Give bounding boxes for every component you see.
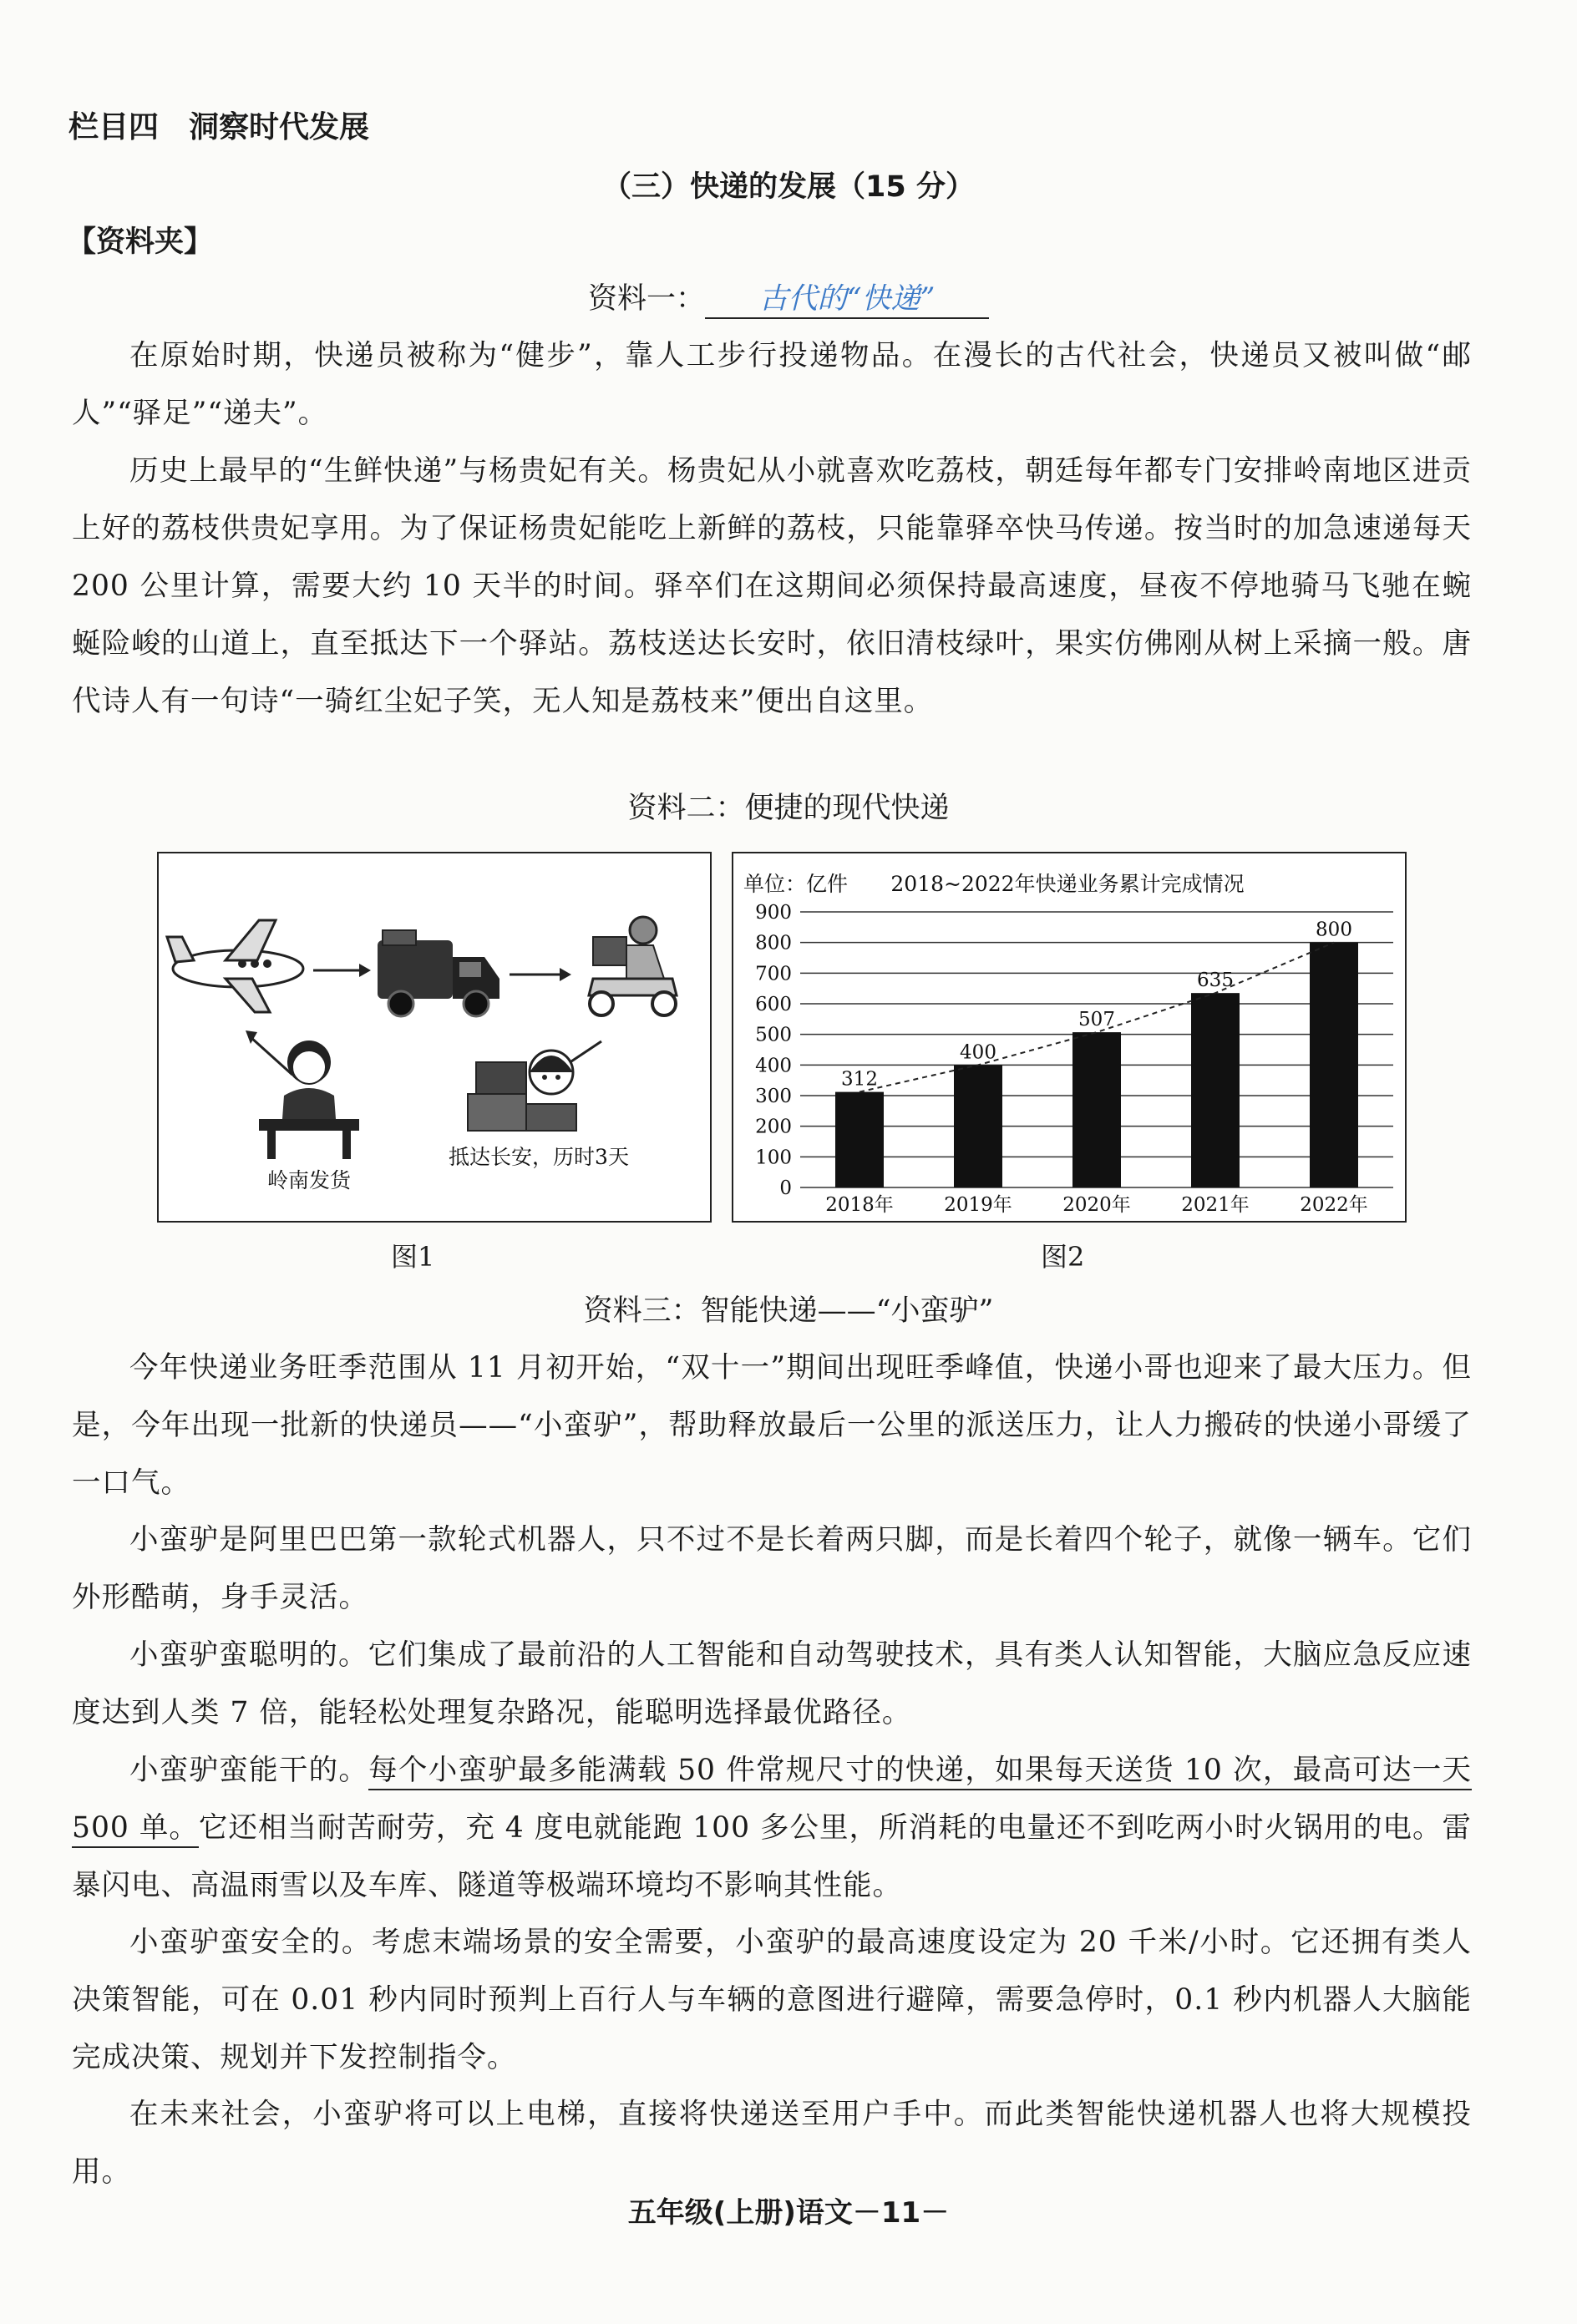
chart-ytick-label: 600 <box>755 994 792 1015</box>
chart-ytick-label: 100 <box>755 1147 792 1169</box>
chart-ytick-label: 700 <box>755 963 792 985</box>
section-name: 洞察时代发展 <box>189 110 370 144</box>
page-footer: 五年级(上册)语文－11－ <box>627 2196 950 2230</box>
section-label: 栏目四 <box>68 110 160 144</box>
material1-prefix: 资料一： <box>587 282 705 316</box>
material1-paragraph-1: 在原始时期，快递员被称为“健步”，靠人工步行投递物品。在漫长的古代社会，快递员又被叫做“邮人”“驿足”“递夫”。 <box>72 339 1472 430</box>
chart-ytick-label: 900 <box>755 902 792 924</box>
chart-bar-2019年 <box>954 1065 1002 1187</box>
chart-value-label: 507 <box>1078 1009 1115 1031</box>
express-volume-bar-chart <box>733 853 1405 1221</box>
chart-xtick-label: 2020年 <box>1062 1194 1131 1216</box>
fig1-label-shipping: 岭南发货 <box>266 1168 352 1192</box>
para4-rest: 它还相当耐苦耐劳，充 4 度电就能跑 100 多公里，所消耗的电量还不到吃两小时火锅用的电。雷暴闪电、高温雨雪以及车库、隧道等极端环境均不影响其性能。 <box>72 1811 1472 1902</box>
chart-xtick-label: 2021年 <box>1181 1194 1250 1216</box>
folder-label: 【资料夹】 <box>67 225 214 259</box>
para4-lead: 小蛮驴蛮能干的。 <box>129 1754 369 1787</box>
delivery-scooter-icon <box>589 917 677 1015</box>
chart-ytick-label: 500 <box>755 1024 792 1046</box>
material3-paragraph-6: 在未来社会，小蛮驴将可以上电梯，直接将快递送至用户手中。而此类智能快递机器人也将大规模投用。 <box>72 2098 1472 2189</box>
chart-ytick-label: 300 <box>755 1086 792 1107</box>
page-heading: （三）快递的发展（15 分） <box>602 170 975 204</box>
section-title <box>68 104 369 146</box>
material1-answer-blank: 古代的“快递” <box>705 276 989 319</box>
material1-title <box>0 276 1577 319</box>
chart-ytick-label: 200 <box>755 1116 792 1138</box>
chart-bar-2020年 <box>1072 1032 1121 1187</box>
material3-paragraph-4 <box>72 1742 1472 1915</box>
chart-value-label: 635 <box>1197 970 1234 992</box>
figure-2-caption: 图2 <box>1041 1241 1085 1273</box>
chart-xtick-label: 2019年 <box>944 1194 1012 1216</box>
chart-value-label: 800 <box>1316 919 1352 941</box>
para4-underlined-sentence: 每个小蛮驴最多能满载 50 件常规尺寸的快递，如果每天送货 10 次，最高可达一天 500 单。 <box>72 1754 1472 1848</box>
chart-ytick-label: 0 <box>779 1177 792 1199</box>
figure-1 <box>157 852 712 1223</box>
chart-bar-2022年 <box>1310 943 1358 1187</box>
chart-xtick-label: 2022年 <box>1300 1194 1368 1216</box>
airplane-icon <box>167 920 303 1012</box>
chart-value-label: 312 <box>841 1068 878 1091</box>
chart-title: 2018~2022年快递业务累计完成情况 <box>890 872 1245 896</box>
material3-paragraph-2: 小蛮驴是阿里巴巴第一款轮式机器人，只不过不是长着两只脚，而是长着四个轮子，就像一辆车。它们外形酷萌，身手灵活。 <box>72 1523 1472 1614</box>
material1-paragraph-2: 历史上最早的“生鲜快递”与杨贵妃有关。杨贵妃从小就喜欢吃荔枝，朝廷每年都专门安排岭南地区进贡上好的荔枝供贵妃享用。为了保证杨贵妃能吃上新鲜的荔枝，只能靠驿卒快马传递。按当时的加急速递每天 200 公里计算，需要大约 10 天半的时间。驿卒们在这期间必须保持最高速度，昼夜不停地骑马飞驰在蜿蜒险峻的山道上，直至抵达下一个驿站。荔枝送达长安时，依旧清枝绿叶，果实仿佛刚从树上采摘一般。唐代诗人有一句诗“一骑红尘妃子笑，无人知是荔枝来”便出自这里。 <box>72 454 1472 718</box>
material3-title: 资料三：智能快递——“小蛮驴” <box>583 1294 994 1328</box>
chart-bar-2021年 <box>1191 993 1240 1187</box>
chart-value-label: 400 <box>960 1041 996 1064</box>
fig1-label-arrival: 抵达长安，历时3天 <box>449 1145 629 1169</box>
figure-2-chart <box>732 852 1407 1223</box>
material3-paragraph-3: 小蛮驴蛮聪明的。它们集成了最前沿的人工智能和自动驾驶技术，具有类人认知智能，大脑应急反应速度达到人类 7 倍，能轻松处理复杂路况，能聪明选择最优路径。 <box>72 1638 1472 1729</box>
figure-1-caption: 图1 <box>391 1241 435 1273</box>
arrival-parcels-icon <box>468 1051 576 1131</box>
chart-unit-label: 单位：亿件 <box>743 872 849 896</box>
chart-ytick-label: 400 <box>755 1055 792 1077</box>
truck-icon <box>378 930 499 1016</box>
chart-ytick-label: 800 <box>755 932 792 954</box>
material3-paragraph-5: 小蛮驴蛮安全的。考虑末端场景的安全需要，小蛮驴的最高速度设定为 20 千米/小时。它还拥有类人决策智能，可在 0.01 秒内同时预判上百行人与车辆的意图进行避障，需要急停时，0.1 秒内机器人大脑能完成决策、规划并下发控制指令。 <box>72 1926 1472 2074</box>
chart-bar-2018年 <box>835 1092 884 1187</box>
chart-xtick-label: 2018年 <box>825 1194 894 1216</box>
arrow-shipper-to-plane <box>251 1037 292 1075</box>
figure-1-illustration <box>159 853 710 1221</box>
material2-title: 资料二：便捷的现代快递 <box>627 792 950 825</box>
material3-paragraph-1: 今年快递业务旺季范围从 11 月初开始，“双十一”期间出现旺季峰值，快递小哥也迎来了最大压力。但是，今年出现一批新的快递员——“小蛮驴”，帮助释放最后一公里的派送压力，让人力搬砖的快递小哥缓了一口气。 <box>72 1351 1472 1500</box>
